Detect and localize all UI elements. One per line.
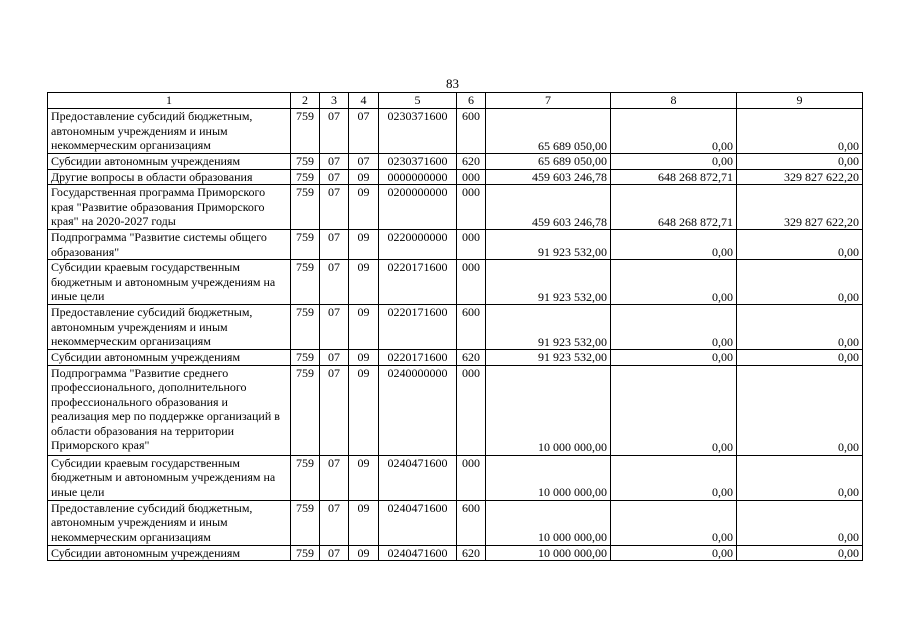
row-name: Субсидии автономным учреждениям <box>48 350 291 366</box>
column-number: 1 <box>48 93 291 109</box>
code-cell: 07 <box>349 109 379 154</box>
code-cell: 0230371600 <box>379 154 457 170</box>
code-cell: 000 <box>457 185 486 230</box>
amount-cell: 329 827 622,20 <box>737 185 863 230</box>
code-cell: 620 <box>457 545 486 561</box>
budget-table <box>47 92 863 561</box>
code-cell: 07 <box>320 545 349 561</box>
row-name: Субсидии краевым государственным бюджетным и автономным учреждениям на иные цели <box>48 455 291 500</box>
table-row <box>48 185 863 230</box>
amount-cell: 0,00 <box>737 365 863 455</box>
table-row <box>48 230 863 260</box>
amount-cell: 0,00 <box>737 545 863 561</box>
table-row <box>48 154 863 170</box>
code-cell: 07 <box>349 154 379 170</box>
table-row <box>48 455 863 500</box>
code-cell: 07 <box>320 350 349 366</box>
amount-cell: 0,00 <box>611 305 737 350</box>
code-cell: 07 <box>320 500 349 545</box>
row-name: Государственная программа Приморского края "Развитие образования Приморского края" на 2020-2027 годы <box>48 185 291 230</box>
code-cell: 0240471600 <box>379 545 457 561</box>
code-cell: 09 <box>349 455 379 500</box>
amount-cell: 0,00 <box>611 109 737 154</box>
code-cell: 0230371600 <box>379 109 457 154</box>
amount-cell: 91 923 532,00 <box>486 230 611 260</box>
code-cell: 0220171600 <box>379 260 457 305</box>
row-name: Подпрограмма "Развитие среднего профессионального, дополнительного профессионального образования и реализация мер по поддержке организаций в области образования на территории Приморского края" <box>48 365 291 455</box>
column-number: 8 <box>611 93 737 109</box>
code-cell: 07 <box>320 455 349 500</box>
row-name: Субсидии автономным учреждениям <box>48 154 291 170</box>
code-cell: 09 <box>349 500 379 545</box>
column-number: 9 <box>737 93 863 109</box>
code-cell: 07 <box>320 260 349 305</box>
amount-cell: 65 689 050,00 <box>486 109 611 154</box>
code-cell: 09 <box>349 305 379 350</box>
code-cell: 600 <box>457 500 486 545</box>
amount-cell: 0,00 <box>737 260 863 305</box>
code-cell: 07 <box>320 169 349 185</box>
code-cell: 0240471600 <box>379 455 457 500</box>
code-cell: 07 <box>320 230 349 260</box>
amount-cell: 0,00 <box>737 305 863 350</box>
code-cell: 07 <box>320 185 349 230</box>
table-body <box>48 93 863 561</box>
code-cell: 09 <box>349 365 379 455</box>
column-number: 5 <box>379 93 457 109</box>
code-cell: 759 <box>291 305 320 350</box>
code-cell: 759 <box>291 169 320 185</box>
code-cell: 09 <box>349 230 379 260</box>
amount-cell: 10 000 000,00 <box>486 500 611 545</box>
row-name: Предоставление субсидий бюджетным, автономным учреждениям и иным некоммерческим организациям <box>48 305 291 350</box>
code-cell: 620 <box>457 154 486 170</box>
code-cell: 759 <box>291 109 320 154</box>
amount-cell: 0,00 <box>737 109 863 154</box>
code-cell: 000 <box>457 169 486 185</box>
code-cell: 09 <box>349 350 379 366</box>
row-name: Субсидии автономным учреждениям <box>48 545 291 561</box>
amount-cell: 0,00 <box>611 365 737 455</box>
code-cell: 759 <box>291 185 320 230</box>
amount-cell: 0,00 <box>611 154 737 170</box>
code-cell: 09 <box>349 185 379 230</box>
code-cell: 600 <box>457 109 486 154</box>
code-cell: 0200000000 <box>379 185 457 230</box>
column-number-row <box>48 93 863 109</box>
code-cell: 0220171600 <box>379 305 457 350</box>
column-number: 3 <box>320 93 349 109</box>
amount-cell: 91 923 532,00 <box>486 305 611 350</box>
column-number: 6 <box>457 93 486 109</box>
table-row <box>48 500 863 545</box>
code-cell: 000 <box>457 365 486 455</box>
code-cell: 0000000000 <box>379 169 457 185</box>
amount-cell: 0,00 <box>611 455 737 500</box>
code-cell: 759 <box>291 500 320 545</box>
code-cell: 759 <box>291 545 320 561</box>
amount-cell: 0,00 <box>737 230 863 260</box>
table-row <box>48 169 863 185</box>
amount-cell: 10 000 000,00 <box>486 545 611 561</box>
code-cell: 620 <box>457 350 486 366</box>
column-number: 4 <box>349 93 379 109</box>
amount-cell: 0,00 <box>737 500 863 545</box>
code-cell: 759 <box>291 260 320 305</box>
row-name: Предоставление субсидий бюджетным, автономным учреждениям и иным некоммерческим организациям <box>48 500 291 545</box>
code-cell: 09 <box>349 545 379 561</box>
row-name: Подпрограмма "Развитие системы общего образования" <box>48 230 291 260</box>
amount-cell: 0,00 <box>611 545 737 561</box>
column-number: 2 <box>291 93 320 109</box>
amount-cell: 0,00 <box>737 350 863 366</box>
amount-cell: 0,00 <box>611 260 737 305</box>
code-cell: 07 <box>320 305 349 350</box>
code-cell: 09 <box>349 260 379 305</box>
table-row <box>48 545 863 561</box>
row-name: Другие вопросы в области образования <box>48 169 291 185</box>
row-name: Предоставление субсидий бюджетным, автономным учреждениям и иным некоммерческим организациям <box>48 109 291 154</box>
amount-cell: 329 827 622,20 <box>737 169 863 185</box>
amount-cell: 0,00 <box>737 455 863 500</box>
amount-cell: 0,00 <box>611 230 737 260</box>
code-cell: 600 <box>457 305 486 350</box>
code-cell: 07 <box>320 109 349 154</box>
amount-cell: 10 000 000,00 <box>486 365 611 455</box>
code-cell: 09 <box>349 169 379 185</box>
code-cell: 0240471600 <box>379 500 457 545</box>
column-number: 7 <box>486 93 611 109</box>
amount-cell: 459 603 246,78 <box>486 185 611 230</box>
table-row <box>48 365 863 455</box>
amount-cell: 91 923 532,00 <box>486 260 611 305</box>
amount-cell: 0,00 <box>611 350 737 366</box>
table-row <box>48 350 863 366</box>
amount-cell: 459 603 246,78 <box>486 169 611 185</box>
code-cell: 0240000000 <box>379 365 457 455</box>
amount-cell: 0,00 <box>611 500 737 545</box>
table-row <box>48 109 863 154</box>
code-cell: 759 <box>291 154 320 170</box>
code-cell: 759 <box>291 350 320 366</box>
code-cell: 000 <box>457 260 486 305</box>
table-row <box>48 260 863 305</box>
code-cell: 759 <box>291 365 320 455</box>
amount-cell: 65 689 050,00 <box>486 154 611 170</box>
row-name: Субсидии краевым государственным бюджетным и автономным учреждениям на иные цели <box>48 260 291 305</box>
code-cell: 759 <box>291 230 320 260</box>
amount-cell: 91 923 532,00 <box>486 350 611 366</box>
code-cell: 0220000000 <box>379 230 457 260</box>
code-cell: 000 <box>457 230 486 260</box>
code-cell: 759 <box>291 455 320 500</box>
code-cell: 07 <box>320 154 349 170</box>
code-cell: 000 <box>457 455 486 500</box>
amount-cell: 648 268 872,71 <box>611 169 737 185</box>
amount-cell: 0,00 <box>737 154 863 170</box>
amount-cell: 10 000 000,00 <box>486 455 611 500</box>
table-row <box>48 305 863 350</box>
page-number: 83 <box>446 76 459 91</box>
amount-cell: 648 268 872,71 <box>611 185 737 230</box>
code-cell: 0220171600 <box>379 350 457 366</box>
code-cell: 07 <box>320 365 349 455</box>
